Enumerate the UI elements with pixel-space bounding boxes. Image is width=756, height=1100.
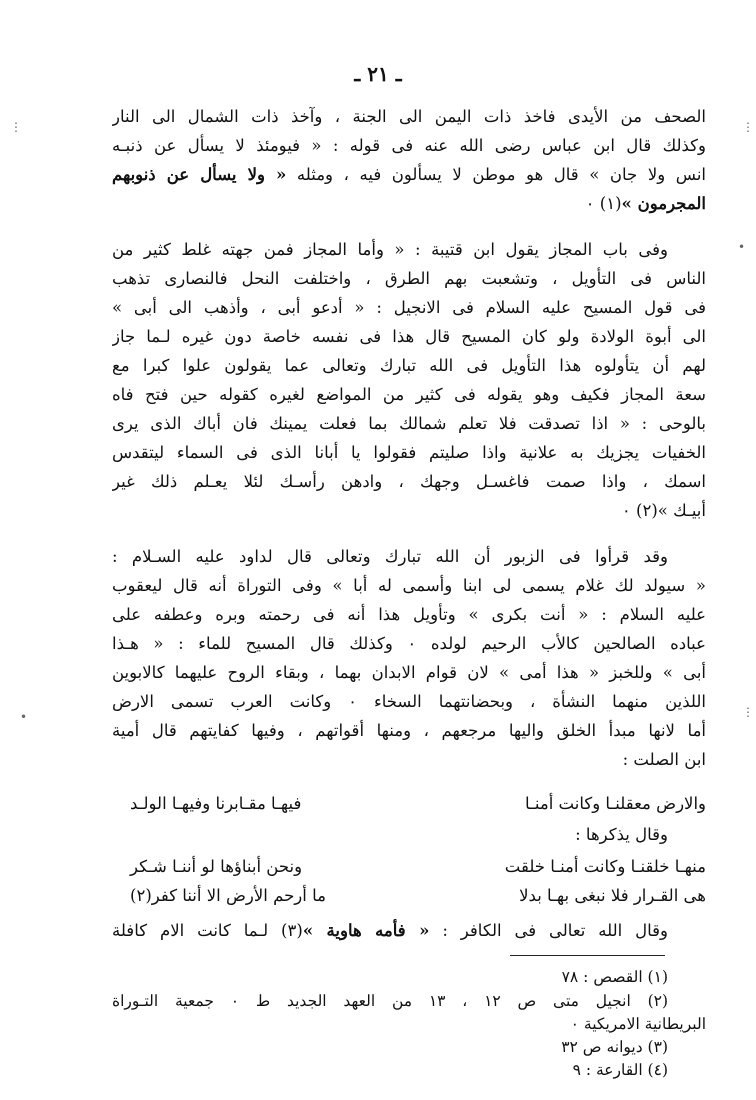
scan-speck: ⋮: [10, 120, 22, 134]
poem-verse: [112, 855, 706, 881]
text-line: الناس فى التأويل ، وتشعبت بهم الطرق ، واختلفت النحل فالنصارى تذهب: [112, 269, 706, 288]
footnote: (٢) انجيل متى ص ١٢ ، ١٣ من العهد الجديد ط ٠ جمعية التـوراة: [112, 992, 669, 1010]
text-line: الصحف من الأيدى فاخذ ذات اليمن الى الجنة ، وآخذ ذات الشمال الى النار: [112, 107, 706, 126]
text-line: عباده الصالحين كالأب الرحيم لولده ٠ وكذلك قال المسيح للماء : « هـذا: [112, 634, 706, 653]
text-span: انس ولا جان » قال هو موطن لا يسألون فيه ، ومثله: [286, 165, 706, 184]
text-span: (٣) لـما كانت الام كافلة: [112, 921, 303, 940]
quran-quote: « فأمه هاوية »: [302, 921, 430, 940]
page-number: ـ ٢١ ـ: [354, 62, 402, 86]
text-line: الخفيات يجزيك به علانية واذا صليتم فقولوا يا أبانا الذى فى السماء ليتقدس: [112, 443, 706, 462]
text-span: وقال الله تعالى فى الكافر :: [429, 921, 669, 940]
text-line: وقال يذكرها :: [575, 825, 668, 844]
footnote: (١) القصص : ٧٨: [561, 968, 668, 986]
text-line: اللذين منهما النشأة ، وبحضانتهما السخاء ٠ وكانت العرب تسمى الارض: [112, 692, 706, 711]
quran-quote: المجرمون »: [621, 194, 706, 213]
text-line: أما لانها مبدأ الخلق واليها مرجعهم ، ومنها أقواتهم ، وفيها كفايتهم قال أمية: [112, 721, 706, 740]
verse-second-hemistich: ما أرحم الأرض الا أننا كفر(٢): [130, 886, 326, 905]
text-line: وقد قرأوا فى الزبور أن الله تبارك وتعالى قال لداود عليه السـلام :: [112, 547, 668, 566]
text-line: عليه السلام : « أنت بكرى » وتأويل هذا أنه فى رحمته وبره وعطفه على: [112, 605, 706, 624]
footnote: (٤) القارعة : ٩: [572, 1061, 668, 1079]
text-line: « سيولد لك غلام يسمى لى ابنا وأسمى له أبا » وفى التوراة أنه قال ليعقوب: [112, 576, 706, 595]
scan-speck: •: [738, 240, 746, 254]
text-line: [112, 919, 706, 943]
text-line: بالوحى : « اذا تصدقت فلا تعلم شمالك بما فعلت يمينك فان أباك الذى يرى: [112, 414, 706, 433]
poem-verse: [112, 792, 706, 818]
scan-speck: •: [20, 710, 28, 724]
text-line: أبيـك »(٢) ٠: [621, 501, 706, 520]
scan-speck: ⋮: [742, 705, 754, 719]
text-line: اسمك ، واذا صمت فاغسـل وجهك ، وادهن رأسـك لئلا يعـلم ذلك غير: [112, 472, 706, 491]
quran-quote: « ولا يسأل عن ذنوبهم: [112, 165, 287, 184]
footnote: (٣) ديوانه ص ٣٢: [561, 1038, 668, 1056]
verse-first-hemistich: هى القـرار فلا نبغى بهـا بدلا: [519, 886, 706, 905]
footnote: البريطانية الامريكية ٠: [570, 1015, 706, 1033]
text-line: لهم أن يتأولوه هذا التأويل فى الله تبارك وتعالى عما يقولون علوا كبرا مع: [112, 356, 706, 375]
verse-first-hemistich: والارض معقلنـا وكانت أمنـا: [525, 794, 706, 813]
scan-speck: ⋮: [742, 120, 754, 134]
poem-verse: [112, 884, 706, 910]
text-line: [112, 192, 706, 216]
text-line: وفى باب المجاز يقول ابن قتيبة : « وأما المجاز فمن جهته غلط كثير من: [112, 240, 668, 259]
text-line: [112, 163, 706, 187]
text-line: سعة المجاز فكيف وهو يقوله فى كثير من المواضع لغيره كقوله حين فتح فاه: [112, 385, 706, 404]
verse-second-hemistich: ونحن أبناؤها لو أننـا شـكر: [130, 857, 303, 876]
footnote-ref: (١) ٠: [585, 194, 622, 213]
verse-first-hemistich: منهـا خلقنـا وكانت أمنـا خلقت: [504, 857, 706, 876]
text-line: وكذلك قال ابن عباس رضى الله عنه فى قوله : « فيومئذ لا يسأل عن ذنبـه: [112, 136, 706, 155]
text-line: ابن الصلت :: [622, 750, 706, 769]
text-line: فى قول المسيح عليه السلام فى الانجيل : « أدعو أبى ، وأذهب الى أبى »: [112, 298, 706, 317]
footnote-separator: [510, 955, 665, 956]
text-line: الى أبوة الولادة ولو كان المسيح قال هذا فى نفسه خاصة دون غيره لـما جاز: [112, 327, 706, 346]
text-line: أبى » وللخبز « هذا أمى » لان قوام الابدان بهما ، وبقاء الروح عليهما كالابوين: [112, 663, 706, 682]
verse-second-hemistich: فيهـا مقـابرنا وفيهـا الولـد: [130, 794, 302, 813]
